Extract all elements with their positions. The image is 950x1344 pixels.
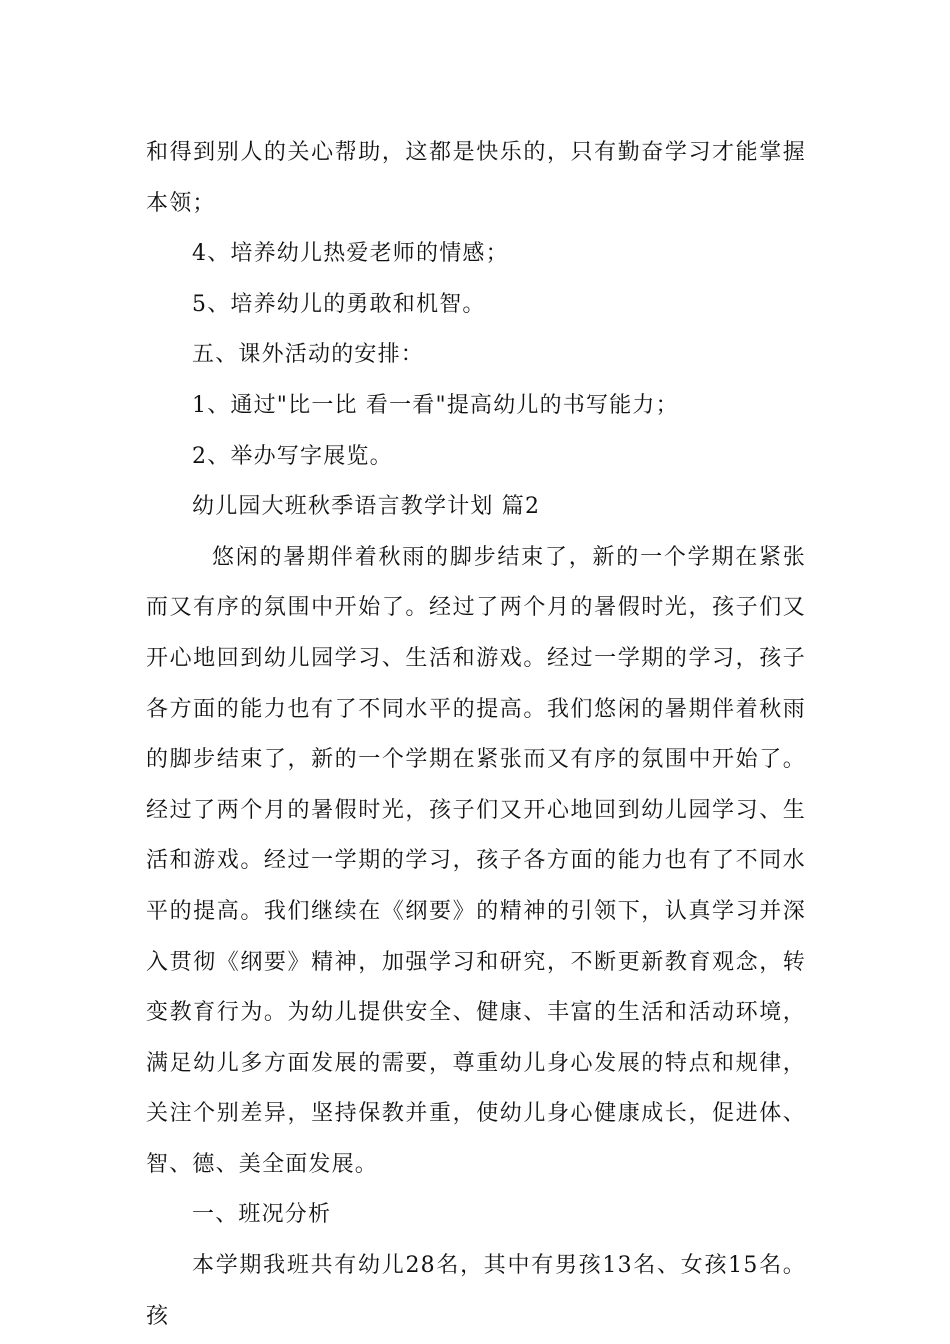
section-heading-extracurricular: 五、课外活动的安排： xyxy=(192,342,425,368)
list-item-1: 1、通过"比一比 看一看"提高幼儿的书写能力； xyxy=(192,392,679,418)
list-item-4: 4、培养幼儿热爱老师的情感； xyxy=(192,241,509,267)
class-analysis-paragraph: 本学期我班共有幼儿28名，其中有男孩13名、女孩15名。孩 xyxy=(146,1253,806,1329)
list-item-2: 2、举办写字展览。 xyxy=(192,443,393,469)
intro-paragraph: 悠闲的暑期伴着秋雨的脚步结束了，新的一个学期在紧张而又有序的氛围中开始了。经过了两个月的暑假时光，孩子们又开心地回到幼儿园学习、生活和游戏。经过一学期的学习，孩子各方面的能力也有了不同水平的提高。我们悠闲的暑期伴着秋雨的脚步结束了，新的一个学期在紧张而又有序的氛围中开始了。经过了两个月的暑假时光，孩子们又开心地回到幼儿园学习、生活和游戏。经过一学期的学习，孩子各方面的能力也有了不同水平的提高。我们继续在《纲要》的精神的引领下，认真学习并深入贯彻《纲要》精神，加强学习和研究，不断更新教育观念，转变教育行为。为幼儿提供安全、健康、丰富的生活和活动环境，满足幼儿多方面发展的需要，尊重幼儿身心发展的特点和规律，关注个别差异，坚持保教并重，使幼儿身心健康成长，促进体、智、德、美全面发展。 xyxy=(146,544,806,1177)
document-body xyxy=(146,128,806,1342)
article-title: 幼儿园大班秋季语言教学计划 篇2 xyxy=(192,494,541,520)
paragraph-continuation: 和得到别人的关心帮助，这都是快乐的，只有勤奋学习才能掌握本领； xyxy=(146,140,806,216)
list-item-5: 5、培养幼儿的勇敢和机智。 xyxy=(192,291,486,317)
section-heading-class-analysis: 一、班况分析 xyxy=(192,1202,332,1228)
